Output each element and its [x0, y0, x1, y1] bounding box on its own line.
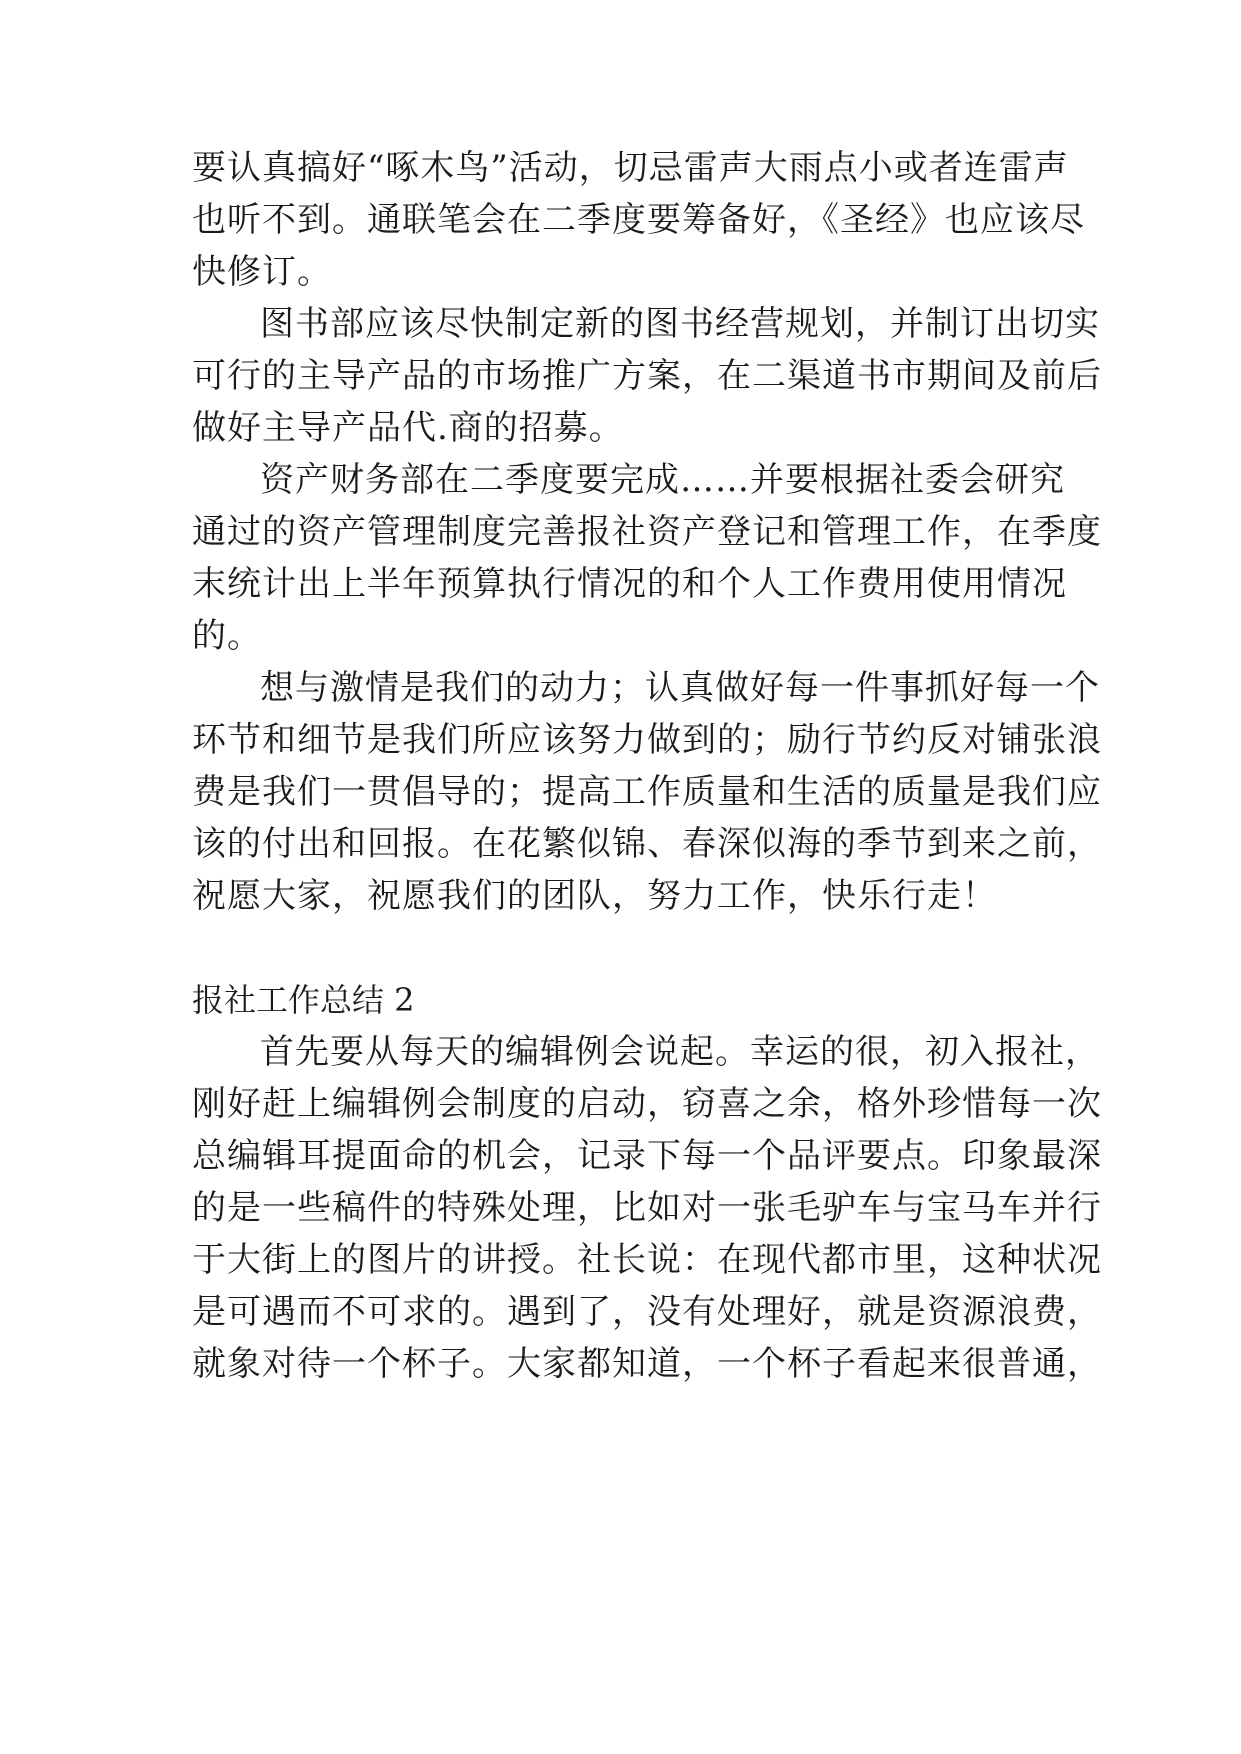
paragraph-4-line-3: 费是我们一贯倡导的；提高工作质量和生活的质量是我们应 [192, 772, 1102, 812]
section-heading: 报社工作总结 2 [192, 981, 415, 1019]
paragraph-1-line-3: 快修订。 [192, 252, 332, 292]
paragraph-3-line-4: 的。 [192, 616, 262, 656]
paragraph-2-line-2: 可行的主导产品的市场推广方案，在二渠道书市期间及前后 [192, 356, 1102, 396]
paragraph-4-line-2: 环节和细节是我们所应该努力做到的；励行节约反对铺张浪 [192, 720, 1102, 760]
paragraph-3-line-2: 通过的资产管理制度完善报社资产登记和管理工作，在季度 [192, 512, 1102, 552]
paragraph-3-line-1: 资产财务部在二季度要完成……并要根据社委会研究 [260, 460, 1065, 500]
section-2-line-3: 总编辑耳提面命的机会，记录下每一个品评要点。印象最深 [192, 1136, 1102, 1176]
section-2-line-6: 是可遇而不可求的。遇到了，没有处理好，就是资源浪费， [192, 1292, 1102, 1332]
paragraph-4-line-5: 祝愿大家，祝愿我们的团队，努力工作，快乐行走！ [192, 876, 997, 916]
paragraph-1-line-1: 要认真搞好“啄木鸟”活动，切忌雷声大雨点小或者连雷声 [192, 148, 1069, 188]
paragraph-4-line-4: 该的付出和回报。在花繁似锦、春深似海的季节到来之前， [192, 824, 1102, 864]
section-2-line-7: 就象对待一个杯子。大家都知道，一个杯子看起来很普通， [192, 1344, 1102, 1384]
section-2-line-2: 刚好赶上编辑例会制度的启动，窃喜之余，格外珍惜每一次 [192, 1084, 1102, 1124]
paragraph-2-line-3: 做好主导产品代.商的招募。 [192, 408, 624, 448]
section-2-line-1: 首先要从每天的编辑例会说起。幸运的很，初入报社， [260, 1032, 1100, 1072]
paragraph-3-line-3: 末统计出上半年预算执行情况的和个人工作费用使用情况 [192, 564, 1067, 604]
section-2-line-5: 于大街上的图片的讲授。社长说：在现代都市里，这种状况 [192, 1240, 1102, 1280]
paragraph-4-line-1: 想与激情是我们的动力；认真做好每一件事抓好每一个 [260, 668, 1100, 708]
section-2-line-4: 的是一些稿件的特殊处理，比如对一张毛驴车与宝马车并行 [192, 1188, 1102, 1228]
paragraph-2-line-1: 图书部应该尽快制定新的图书经营规划，并制订出切实 [260, 304, 1100, 344]
paragraph-1-line-2: 也听不到。通联笔会在二季度要筹备好，《圣经》也应该尽 [192, 200, 1085, 240]
